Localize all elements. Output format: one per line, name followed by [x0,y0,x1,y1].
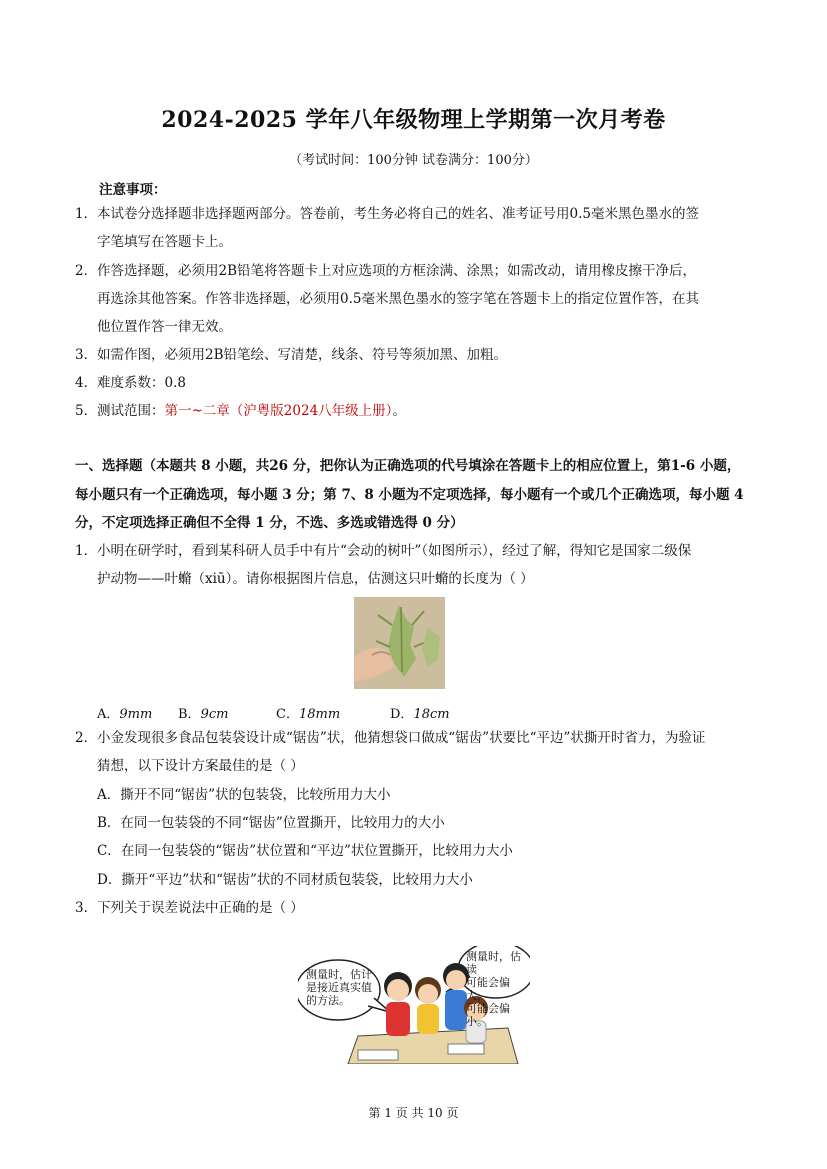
section-heading-cont2: 分，不定项选择正确但不全得 1 分，不选、多选或错选得 0 分） [75,515,464,531]
notice-item-2-cont: 再选涂其他答案。作答非选择题，必须用0.5毫米黑色墨水的签字笔在答题卡上的指定位置作答，在其 [97,291,699,307]
notice-item-2: 2．作答选择题，必须用2B铅笔将答题卡上对应选项的方框涂满、涂黑；如需改动，请用橡皮擦干净后， [75,263,697,279]
question-1-cont: 护动物——叶䗛（xiū）。请你根据图片信息，估测这只叶䗛的长度为（ ） [97,571,534,587]
notice-item-1-cont: 字笔填写在答题卡上。 [97,234,232,250]
notice-item-4: 4．难度系数：0.8 [75,375,186,391]
question-1: 1．小明在研学时，看到某科研人员手中有片“会动的树叶”（如图所示），经过了解，得知它是国家二级保 [75,543,692,559]
q1-option-d[interactable]: D．18cm [390,707,450,722]
q1-option-c[interactable]: C．18mm [276,707,341,722]
question-2: 2．小金发现很多食品包装袋设计成“锯齿”状，他猜想袋口做成“锯齿”状要比“平边”状撕开时省力，为验证 [75,730,706,746]
page-title: 2024-2025 学年八年级物理上学期第一次月考卷 [161,107,666,133]
q2-option-d[interactable]: D．撕开“平边”状和“锯齿”状的不同材质包装袋，比较用力大小 [97,872,473,888]
q1-option-a[interactable]: A．9mm [97,707,153,722]
q2-option-c[interactable]: C．在同一包装袋的“锯齿”状位置和“平边”状位置撕开，比较用力大小 [97,843,513,859]
leaf-insect-photo [354,597,445,689]
bubble-right-text: 测量时，估读 可能会偏大， 可能会偏小。 [466,950,521,1028]
question-3: 3．下列关于误差说法中正确的是（ ） [75,900,304,916]
q2-option-b[interactable]: B．在同一包装袋的不同“锯齿”位置撕开，比较用力的大小 [97,815,445,831]
notice-heading: 注意事项： [99,182,167,198]
notice-item-2-cont2: 他位置作答一律无效。 [97,319,232,335]
notice-item-3: 3．如需作图，必须用2B铅笔绘、写清楚，线条、符号等须加黑、加粗。 [75,347,508,363]
page-footer: 第 1 页 共 10 页 [368,1106,459,1120]
question-2-cont: 猜想，以下设计方案最佳的是（ ） [97,758,304,774]
students-cartoon [298,946,530,1064]
exam-info: （考试时间：100分钟 试卷满分：100分） [289,153,538,168]
notice-item-1: 1．本试卷分选择题非选择题两部分。答卷前，考生务必将自己的姓名、准考证号用0.5毫米黑色墨水的签 [75,206,699,222]
notice-item-5: 5．测试范围：第一~二章（沪粤版2024八年级上册）。 [75,403,406,419]
q1-option-b[interactable]: B．9cm [178,707,229,722]
section-heading-cont: 每小题只有一个正确选项，每小题 3 分；第 7、8 小题为不定项选择，每小题有一个或几个正确选项，每小题 4 [75,487,744,503]
bubble-left-text: 测量时，估计 是接近真实值 的方法。 [306,968,372,1007]
section-heading: 一、选择题（本题共 8 小题，共26 分，把你认为正确选项的代号填涂在答题卡上的相应位置上，第1-6 小题， [75,458,741,474]
test-scope: 第一~二章（沪粤版2024八年级上册） [164,403,393,419]
q2-option-a[interactable]: A．撕开不同“锯齿”状的包装袋，比较所用力大小 [97,787,391,803]
